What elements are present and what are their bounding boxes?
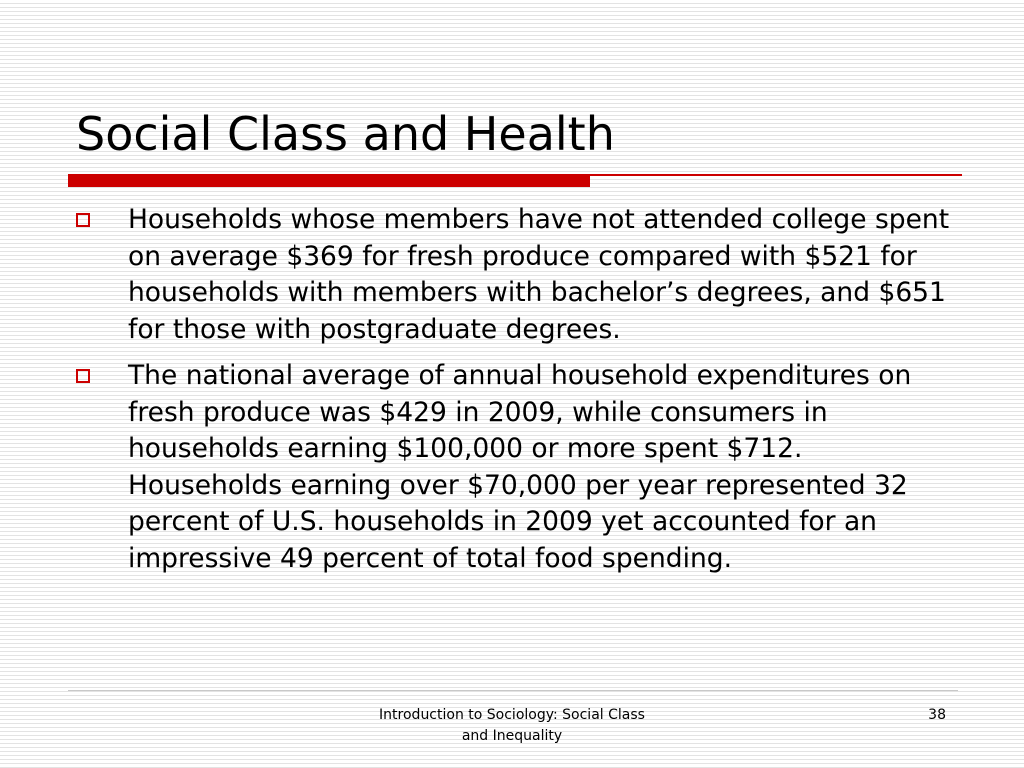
hollow-square-bullet-icon — [76, 213, 90, 227]
slide-title: Social Class and Health — [76, 107, 615, 161]
hollow-square-bullet-icon — [76, 369, 90, 383]
bullet-list — [76, 202, 956, 587]
bullet-item — [76, 358, 956, 577]
slide-number: 38 — [928, 707, 946, 723]
bullet-text: Households whose members have not attended college spent on average $369 for fresh produce compared with $521 for households with members with bachelor’s degrees, and $651 for those with postgraduate degrees. — [128, 204, 950, 345]
bullet-text: The national average of annual household expenditures on fresh produce was $429 in 2009, while consumers in households earning $100,000 or more spent $712. Households earning over $70,000 per year represented 32 percent of U.S. households in 2009 yet accounted for an impressive 49 percent of total food spending. — [128, 360, 912, 574]
title-underline-thick — [68, 174, 590, 187]
bullet-item — [76, 202, 956, 348]
footer-text: Introduction to Sociology: Social Class and Inequality — [379, 707, 645, 744]
title-underline-thin — [590, 174, 962, 176]
footer-divider — [68, 690, 958, 691]
